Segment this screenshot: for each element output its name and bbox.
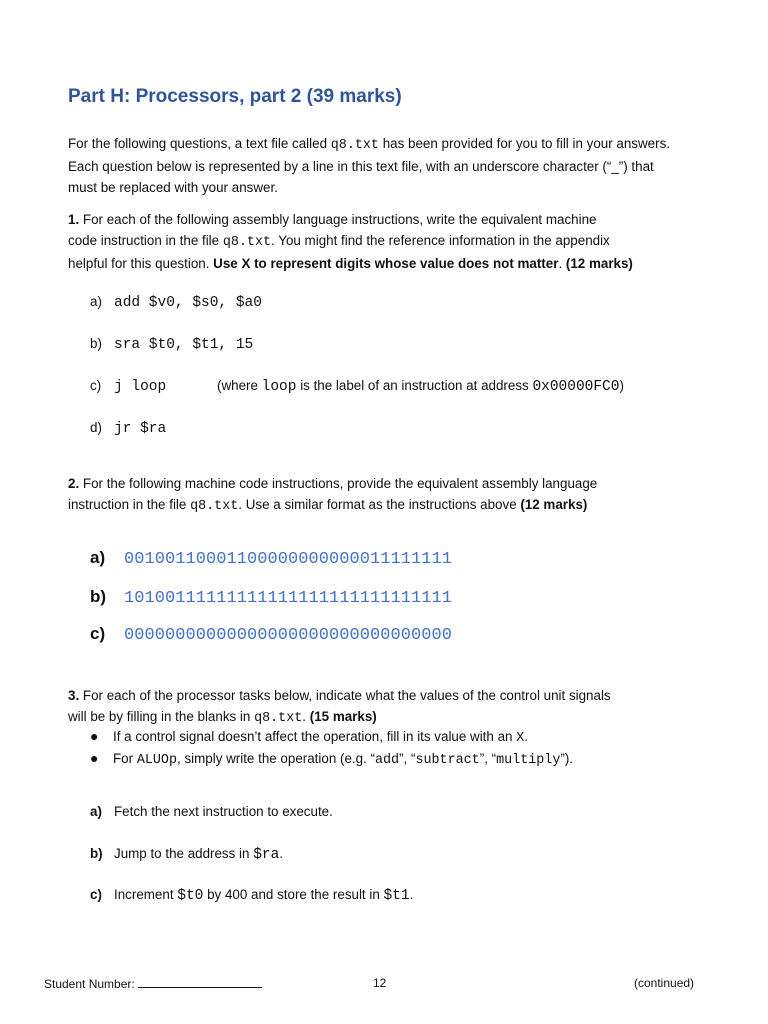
q1-item-c: c) j loop: [90, 378, 167, 395]
question-2-number: 2.: [68, 476, 80, 491]
question-2-text: 2. For the following machine code instructions, provide the equivalent assembly language instruction in the file q8.txt. Use a similar format as the instructions above (12 marks): [68, 476, 598, 514]
q3-task-c: c) Increment $t0 by 400 and store the result in $t1.: [90, 887, 414, 904]
q2-item-c: c) 00000000000000000000000000000000: [90, 624, 453, 645]
binary-value: 00000000000000000000000000000000: [124, 626, 453, 645]
question-2-marks: (12 marks): [520, 497, 588, 512]
filename: q8.txt: [222, 235, 272, 250]
q1-item-b: b) sra $t0, $t1, 15: [90, 336, 254, 353]
question-3-number: 3.: [68, 688, 80, 703]
page-title: Part H: Processors, part 2 (39 marks): [68, 86, 402, 107]
student-number-field: Student Number:: [44, 976, 262, 991]
q1-item-a: a) add $v0, $s0, $a0: [90, 294, 262, 311]
question-3-marks: (15 marks): [309, 709, 377, 724]
question-3-text: 3. For each of the processor tasks below, indicate what the values of the control unit signals will be by filling in the blanks in q8.txt. (15 marks): [68, 688, 611, 726]
q2-item-a: a) 00100110001100000000000011111111: [90, 548, 453, 569]
q3-task-b: b) Jump to the address in $ra.: [90, 846, 284, 863]
q1-item-d: d) jr $ra: [90, 420, 167, 437]
q2-item-b: b) 10100111111111111111111111111111: [90, 587, 453, 608]
bullet-icon: ●: [90, 750, 99, 766]
bullet-icon: ●: [90, 728, 99, 744]
filename: q8.txt: [254, 711, 303, 726]
q3-task-a: a) Fetch the next instruction to execute.: [90, 804, 333, 819]
question-1-marks: (12 marks): [565, 256, 633, 271]
q1-item-c-note: (where loop is the label of an instruction at address 0x00000FC0): [217, 378, 624, 395]
q3-bullet-1: ● If a control signal doesn’t affect the operation, fill in its value with an X.: [90, 728, 528, 746]
blank-line: [138, 976, 262, 988]
continued-label: (continued): [634, 976, 695, 990]
q3-bullet-2: ● For ALUOp, simply write the operation (e.g. “add”, “subtract”, “multiply”).: [90, 750, 574, 768]
binary-value: 10100111111111111111111111111111: [124, 589, 453, 608]
question-1-text: 1. For each of the following assembly language instructions, write the equivalent machine code instruction in the file q8.txt. You might find the reference information in the appendix helpful for this question. Use X to represent digits whose value does not matter. (12 marks): [68, 212, 633, 271]
filename: q8.txt: [330, 138, 379, 153]
filename: q8.txt: [190, 499, 239, 514]
page-number: 12: [373, 976, 387, 990]
binary-value: 00100110001100000000000011111111: [124, 550, 453, 569]
question-1-number: 1.: [68, 212, 80, 227]
intro-paragraph: For the following questions, a text file called q8.txt has been provided for you to fill in your answers. Each question below is represented by a line in this text file, with an underscore character (“_”) that must be replaced with your answer.: [68, 136, 670, 195]
